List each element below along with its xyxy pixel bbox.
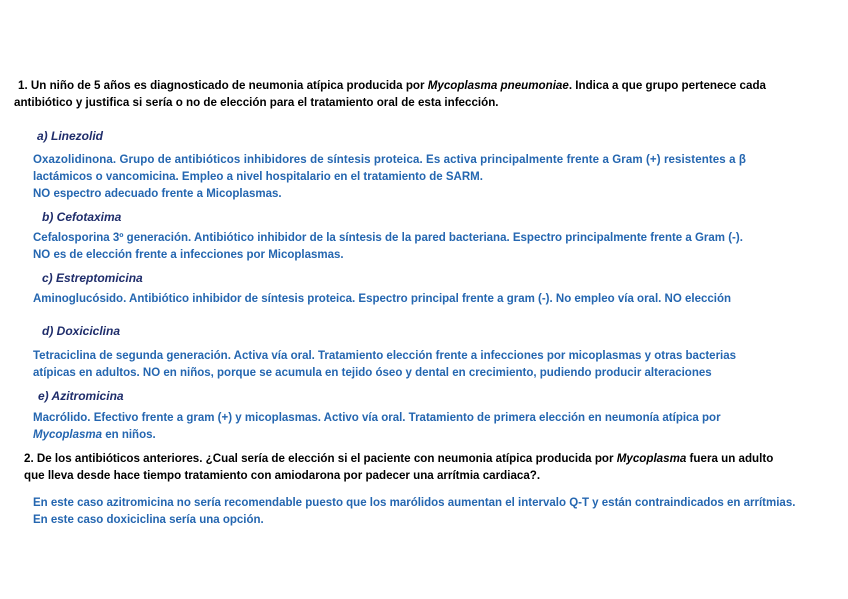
answer-azitromicina-organism: Mycoplasma: [33, 429, 103, 441]
answer-doxiciclina-line-1: Tetraciclina de segunda generación. Activa vía oral. Tratamiento elección frente a infecciones por micoplasmas y otras bacterias: [33, 350, 737, 362]
answer-2-line-2: En este caso doxiciclina sería una opción.: [33, 514, 264, 526]
answer-estreptomicina-line-1: Aminoglucósido. Antibiótico inhibidor de síntesis proteica. Espectro principal frente a gram (-). No empleo vía oral. NO elección: [33, 293, 731, 305]
answer-azitromicina-text-end: en niños.: [102, 429, 156, 441]
question-1-line-2: antibiótico y justifica si sería o no de elección para el tratamiento oral de esta infección.: [14, 96, 499, 109]
question-1-line-1: [18, 79, 766, 92]
answer-linezolid-line-2: lactámicos o vancomicina. Empleo a nivel hospitalario en el tratamiento de SARM.: [33, 171, 483, 183]
question-1-text-end: . Indica a que grupo pertenece cada: [568, 79, 766, 92]
heading-azitromicina: e) Azitromicina: [38, 389, 124, 403]
answer-linezolid-line-1: Oxazolidinona. Grupo de antibióticos inhibidores de síntesis proteica. Es activa principalmente frente a Gram (+) resistentes a β: [33, 154, 746, 166]
heading-linezolid: a) Linezolid: [37, 129, 103, 143]
heading-cefotaxima: b) Cefotaxima: [42, 210, 122, 224]
question-2-line-2: que lleva desde hace tiempo tratamiento con amiodarona por padecer una arrítmia cardiaca?.: [24, 469, 541, 482]
answer-cefotaxima-line-2: NO es de elección frente a infecciones por Micoplasmas.: [33, 249, 344, 261]
question-1-organism: Mycoplasma pneumoniae: [427, 79, 569, 92]
question-2-organism: Mycoplasma: [616, 452, 687, 465]
answer-azitromicina-line-1: Macrólido. Efectivo frente a gram (+) y micoplasmas. Activo vía oral. Tratamiento de primera elección en neumonía atípica por: [33, 412, 721, 424]
heading-doxiciclina: d) Doxiciclina: [42, 324, 121, 338]
question-2-line-1: [24, 452, 773, 465]
question-2-text-end: fuera un adulto: [686, 452, 774, 465]
question-1-text: 1. Un niño de 5 años es diagnosticado de neumonia atípica producida por: [18, 79, 428, 92]
answer-doxiciclina-line-2: atípicas en adultos. NO en niños, porque se acumula en tejido óseo y dental en crecimiento, pudiendo producir alteraciones: [33, 367, 712, 379]
answer-cefotaxima-line-1: Cefalosporina 3º generación. Antibiótico inhibidor de la síntesis de la pared bacteriana. Espectro principalmente frente a Gram (-).: [33, 232, 743, 244]
answer-azitromicina-line-2: [33, 429, 156, 441]
answer-linezolid-line-3: NO espectro adecuado frente a Micoplasmas.: [33, 188, 282, 200]
answer-2-line-1: En este caso azitromicina no sería recomendable puesto que los marólidos aumentan el intervalo Q-T y están contraindicados en arrítmias.: [33, 497, 796, 509]
question-2-text: 2. De los antibióticos anteriores. ¿Cual sería de elección si el paciente con neumonia atípica producida por: [24, 452, 617, 465]
heading-estreptomicina: c) Estreptomicina: [42, 271, 143, 285]
